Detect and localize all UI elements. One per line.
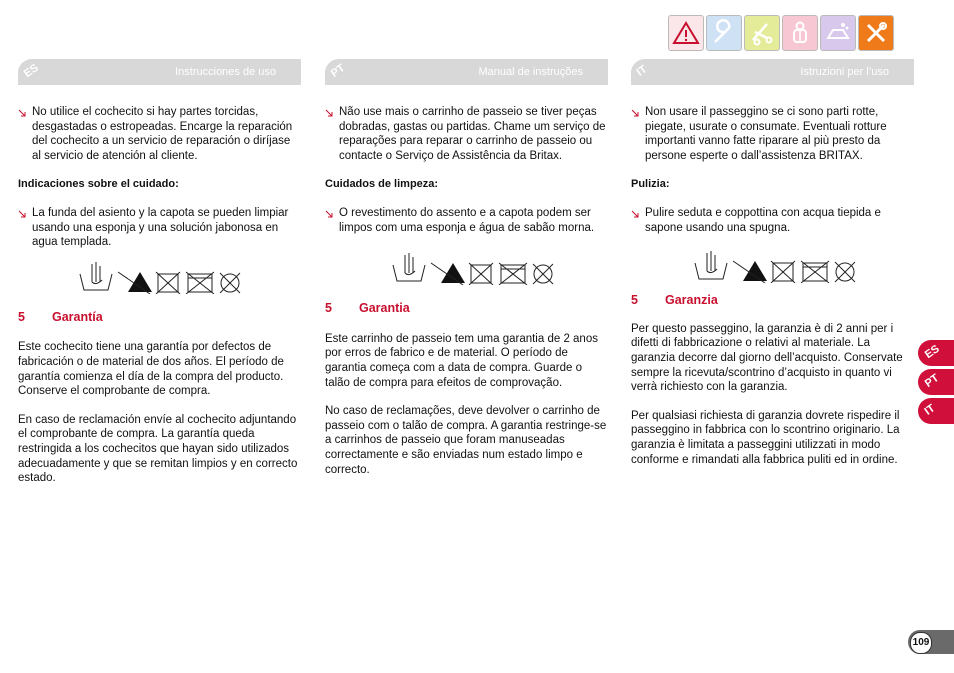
paragraph: No caso de reclamações, deve devolver o carrinho de passeio com o talão de compra. A garantia restringe-se a carrinhos de passeio que foram manuseadas correctamente e são enviadas num estado limpo e correcto. [325, 405, 607, 476]
bullet-item: O revestimento do assento e a capota podem ser limpos com uma esponja e água de sabão morna. [325, 206, 608, 235]
bullet-item: Não use mais o carrinho de passeio se tiver peças dobradas, gastas ou partidas. Chame um serviço de reparações para reparar o carrinho de passeio ou contacte o Serviço de Assistência da Britax. [325, 105, 608, 163]
section-title: 5 Garanzia [631, 293, 718, 308]
column-header [18, 59, 301, 85]
arrow-bullet-icon [18, 109, 28, 117]
side-tab-it[interactable]: IT [918, 398, 954, 424]
care-icon [820, 15, 856, 51]
arrow-bullet-icon [325, 210, 335, 218]
bullet-item: La funda del asiento y la capota se pueden limpiar usando una esponja y una solución jabonosa en agua templada. [18, 206, 301, 250]
column-content [18, 105, 301, 486]
care-symbols-icon [78, 260, 248, 294]
column-header [325, 59, 608, 85]
stroller-icon [744, 15, 780, 51]
side-tab-es[interactable]: ES [918, 340, 954, 366]
section-title: 5 Garantía [18, 309, 103, 324]
column-header [631, 59, 914, 85]
care-symbols-icon [391, 251, 561, 285]
paragraph: En caso de reclamación envíe al cochecito adjuntando el comprobante de compra. La garantía queda restringida a los cochecitos que hayan sido utilizados adecuadamente y que se remitan limpios y en correcto estado. [18, 413, 298, 485]
paragraph: Este carrinho de passeio tem uma garantia de 2 anos por erros de fabrico e de material. O período de garantia começa com a data de compra. Guarde o talão de compra para efeitos de comprovação. [325, 332, 598, 389]
side-language-tabs [918, 340, 954, 427]
arrow-bullet-icon [18, 210, 28, 218]
care-heading: Cuidados de limpeza: [325, 178, 439, 191]
care-symbols-icon [693, 249, 863, 283]
arrow-bullet-icon [325, 109, 335, 117]
paragraph: Este cochecito tiene una garantía por defectos de fabricación o de material de dos años. El período de garantía comienza el día de la compra del producto. Conserve el comprobante de compra. [18, 341, 284, 398]
column-it [631, 59, 914, 467]
top-icon-bar [668, 15, 894, 51]
column-es [18, 59, 301, 486]
bullet-item: Non usare il passeggino se ci sono parti rotte, piegate, usurate o consumate. Eventuali rotture importanti vanno fatte riparare al più presto da persone esperte o dall’assistenza BRITAX. [631, 105, 914, 163]
side-tab-pt[interactable]: PT [918, 369, 954, 395]
paragraph: Per qualsiasi richiesta di garanzia dovrete rispedire il passeggino in fabbrica con lo scontrino originario. La garanzia è limitata a passeggini utilizzati in modo conforme e rimandati alla fabbrica puliti ed in ordine. [631, 409, 900, 466]
column-pt [325, 59, 608, 477]
language-badge: IT [631, 59, 661, 85]
page-number-tab [908, 630, 954, 654]
column-content [631, 105, 914, 467]
paragraph: Per questo passeggino, la garanzia è di 2 anni per i difetti di fabbricazione o relativi al materiale. La garanzia decorre dal giorno dell’acquisto. Conservate sempre la ricevuta/scontrino d’acquisto in quanto vi verrà richiesto con la garanzia. [631, 322, 903, 394]
header-title: Istruzioni per l’uso [800, 66, 889, 78]
page-number: 109 [910, 632, 932, 654]
seat-icon [782, 15, 818, 51]
arrow-bullet-icon [631, 109, 641, 117]
care-heading: Pulizia: [631, 178, 670, 191]
warning-icon [668, 15, 704, 51]
header-title: Manual de instruções [478, 66, 583, 78]
tools-icon [858, 15, 894, 51]
language-badge: PT [325, 59, 355, 85]
column-content [325, 105, 608, 477]
care-heading: Indicaciones sobre el cuidado: [18, 178, 179, 191]
bullet-item: No utilice el cochecito si hay partes torcidas, desgastadas o estropeadas. Encarge la reparación del cochecito a un servicio de reparación o diríjase al servicio de atención al cliente. [18, 105, 301, 163]
section-title: 5 Garantia [325, 301, 410, 316]
bullet-item: Pulire seduta e coppottina con acqua tiepida e sapone usando una spugna. [631, 206, 914, 235]
arrow-bullet-icon [631, 210, 641, 218]
wrench-icon [706, 15, 742, 51]
header-title: Instrucciones de uso [175, 66, 276, 78]
language-badge: ES [18, 59, 48, 85]
